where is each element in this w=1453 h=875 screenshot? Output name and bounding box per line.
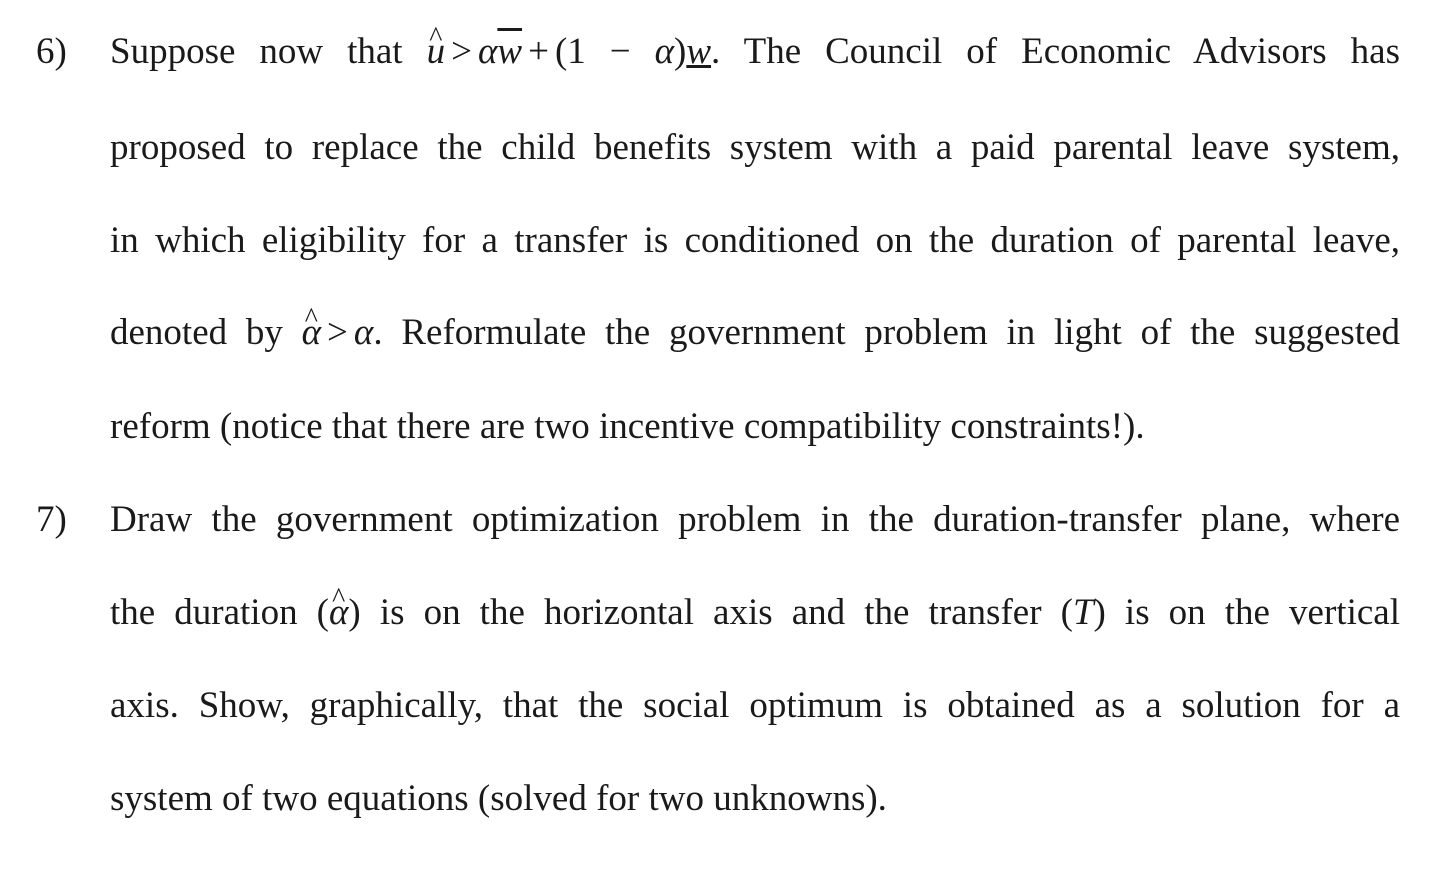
- text-fragment: ) is on the horizontal axis and the transfer (: [348, 592, 1073, 633]
- math-operator: +: [528, 31, 549, 72]
- text-fragment: . Reformulate the government problem in light of the suggested: [373, 312, 1401, 353]
- text-fragment: the duration (: [110, 592, 329, 633]
- math-fragment: ): [674, 31, 687, 72]
- text-fragment: . The Council of Economic Advisors has: [711, 31, 1400, 72]
- math-operator: >: [451, 31, 472, 72]
- text-line: [110, 28, 1400, 76]
- text-line: in which eligibility for a transfer is conditioned on the duration of parental leave,: [110, 220, 1400, 261]
- math-w-bar: $\overline{w}$: [497, 31, 523, 72]
- math-alpha: α: [654, 31, 675, 72]
- math-w-underline: w: [686, 31, 712, 72]
- question-number: 7): [36, 499, 67, 540]
- text-line: system of two equations (solved for two unknowns).: [110, 778, 887, 819]
- math-alpha: α: [353, 312, 374, 353]
- text-line: Draw the government optimization problem in the duration-transfer plane, where: [110, 499, 1400, 540]
- math-T: T: [1072, 592, 1094, 633]
- math-alpha: α: [477, 31, 498, 72]
- text-line: [110, 309, 1400, 357]
- text-line: axis. Show, graphically, that the social optimum is obtained as a solution for a: [110, 685, 1400, 726]
- math-u-hat: ^ u: [427, 28, 446, 76]
- text-line: [110, 589, 1400, 637]
- text-fragment: ) is on the vertical: [1093, 592, 1400, 633]
- math-alpha-hat: ^ α: [302, 309, 321, 357]
- math-operator: >: [327, 312, 348, 353]
- text-fragment: Suppose now that: [110, 31, 427, 72]
- question-number: 6): [36, 31, 67, 72]
- math-fragment: (1 −: [554, 31, 655, 72]
- text-fragment: denoted by: [110, 312, 302, 353]
- math-alpha-hat: ^ α: [329, 589, 348, 637]
- text-line: reform (notice that there are two incentive compatibility constraints!).: [110, 406, 1145, 447]
- text-line: proposed to replace the child benefits system with a paid parental leave system,: [110, 127, 1400, 168]
